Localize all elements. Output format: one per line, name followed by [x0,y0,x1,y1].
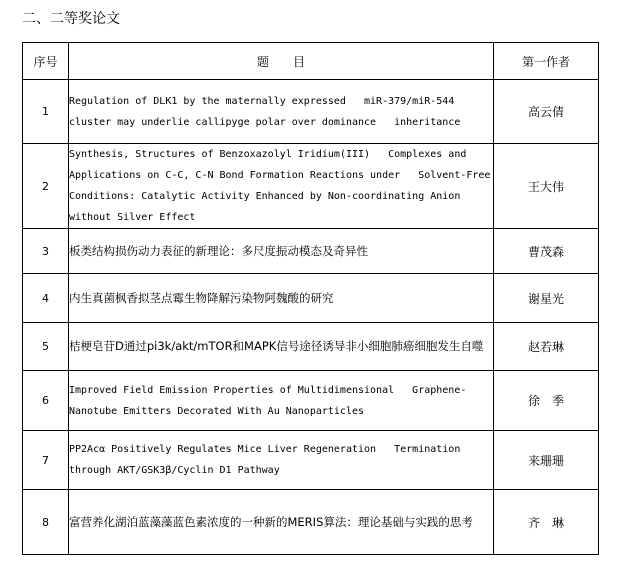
first-author: 高云倩 [494,80,599,144]
row-number: 1 [23,80,69,144]
awards-table [22,42,599,555]
first-author: 徐 季 [494,371,599,431]
paper-title: 桔梗皂苷D通过pi3k/akt/mTOR和MAPK信号途径诱导非小细胞肺癌细胞发生自噬 [69,323,494,371]
first-author: 曹茂森 [494,229,599,274]
row-number: 6 [23,371,69,431]
table-row [23,431,599,490]
table-row [23,274,599,323]
row-number: 2 [23,144,69,229]
paper-title: Regulation of DLK1 by the maternally expressed miR-379/miR-544 cluster may underlie callipyge polar over dominance inheritance [69,80,494,144]
first-author: 来珊珊 [494,431,599,490]
paper-title: 内生真菌枫香拟茎点霉生物降解污染物阿魏酸的研究 [69,274,494,323]
paper-title: Synthesis, Structures of Benzoxazolyl Iridium(III) Complexes and Applications on C-C, C-N Bond Formation Reactions under Solvent-Free Conditions: Catalytic Activity Enhanced by Non-coordinating Anion without Silver Effect [69,144,494,229]
table-header-row [23,43,599,80]
first-author: 齐 琳 [494,490,599,555]
row-number: 3 [23,229,69,274]
first-author: 赵若琳 [494,323,599,371]
row-number: 4 [23,274,69,323]
table-row [23,144,599,229]
paper-title: Improved Field Emission Properties of Multidimensional Graphene-Nanotube Emitters Decorated With Au Nanoparticles [69,371,494,431]
header-no: 序号 [23,43,69,80]
row-number: 8 [23,490,69,555]
table-row [23,371,599,431]
first-author: 王大伟 [494,144,599,229]
section-heading: 二、二等奖论文 [22,11,120,27]
first-author: 谢星光 [494,274,599,323]
header-author: 第一作者 [494,43,599,80]
header-title: 题 目 [69,43,494,80]
table-row [23,80,599,144]
table-row [23,323,599,371]
paper-title: PP2Acα Positively Regulates Mice Liver Regeneration Termination through AKT/GSK3β/Cyclin D1 Pathway [69,431,494,490]
paper-title: 板类结构损伤动力表征的新理论：多尺度振动模态及奇异性 [69,229,494,274]
row-number: 5 [23,323,69,371]
paper-title: 富营养化湖泊蓝藻藻蓝色素浓度的一种新的MERIS算法：理论基础与实践的思考 [69,490,494,555]
table-row [23,229,599,274]
table-row [23,490,599,555]
row-number: 7 [23,431,69,490]
